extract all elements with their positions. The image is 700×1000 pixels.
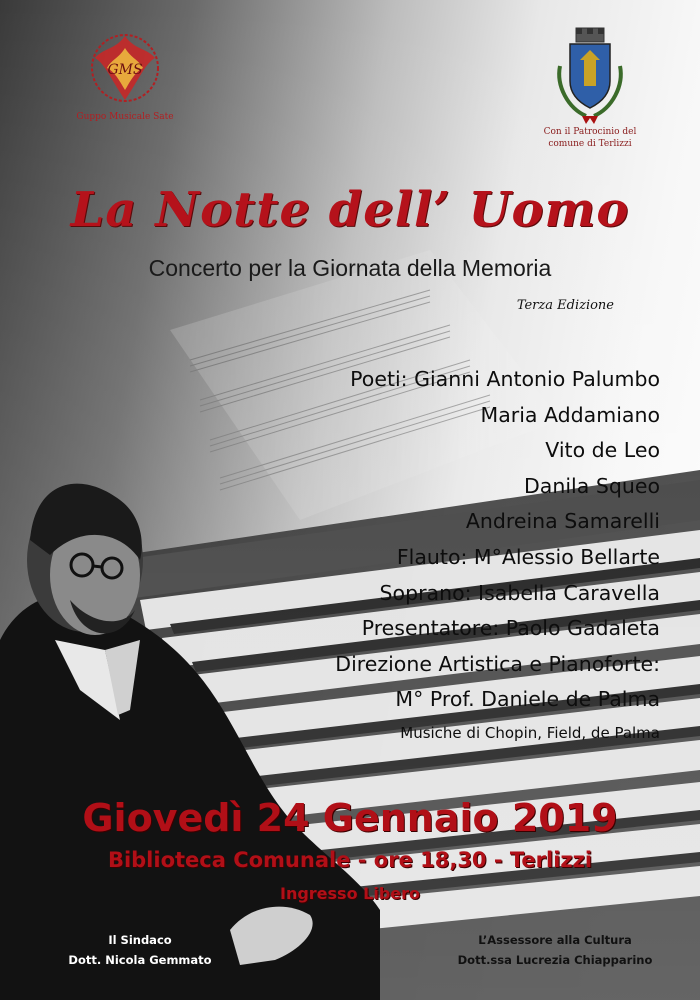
credit-line: M° Prof. Daniele de Palma [395,687,660,712]
event-date: Giovedì 24 Gennaio 2019 [82,796,618,840]
patronage-line-2: comune di Terlizzi [548,139,632,149]
group-monogram: GMS [107,62,143,78]
edition-label: Terza Edizione [516,298,614,313]
mayor-signature [40,930,240,970]
credits-list [335,362,660,748]
music-credit: Musiche di Chopin, Field, de Palma [400,723,660,742]
main-title: La Notte dell’ Uomo [70,182,630,238]
mayor-name: Dott. Nicola Gemmato [68,953,212,967]
credit-line: Maria Addamiano [480,402,660,427]
subtitle: Concerto per la Giornata della Memoria [148,255,552,281]
event-venue: Biblioteca Comunale - ore 18,30 - Terlizzi [107,848,593,872]
credit-line: Presentatore: Paolo Gadaleta [361,616,660,641]
credit-line: Flauto: M°Alessio Bellarte [396,544,660,569]
event-entry: Ingresso Libero [279,884,420,903]
group-logo [60,28,190,122]
patronage-line-1: Con il Patrocinio del [543,127,637,137]
assessor-signature [430,930,680,970]
patronage-block [530,26,650,150]
mayor-role: Il Sindaco [108,933,172,947]
credit-line: Danila Squeo [524,473,660,498]
credit-line: Soprano: Isabella Caravella [379,580,660,605]
group-emblem-icon [85,28,165,108]
credit-line: Andreina Samarelli [465,509,660,534]
assessor-name: Dott.ssa Lucrezia Chiapparino [457,953,653,967]
group-caption: Guppo Musicale Sate [76,112,174,122]
credit-line: Vito de Leo [545,438,660,463]
credit-line: Direzione Artistica e Pianoforte: [335,651,660,676]
assessor-role: L’Assessore alla Cultura [478,933,632,947]
credit-line: Poeti: Gianni Antonio Palumbo [350,367,660,391]
coat-of-arms-icon [550,26,630,126]
